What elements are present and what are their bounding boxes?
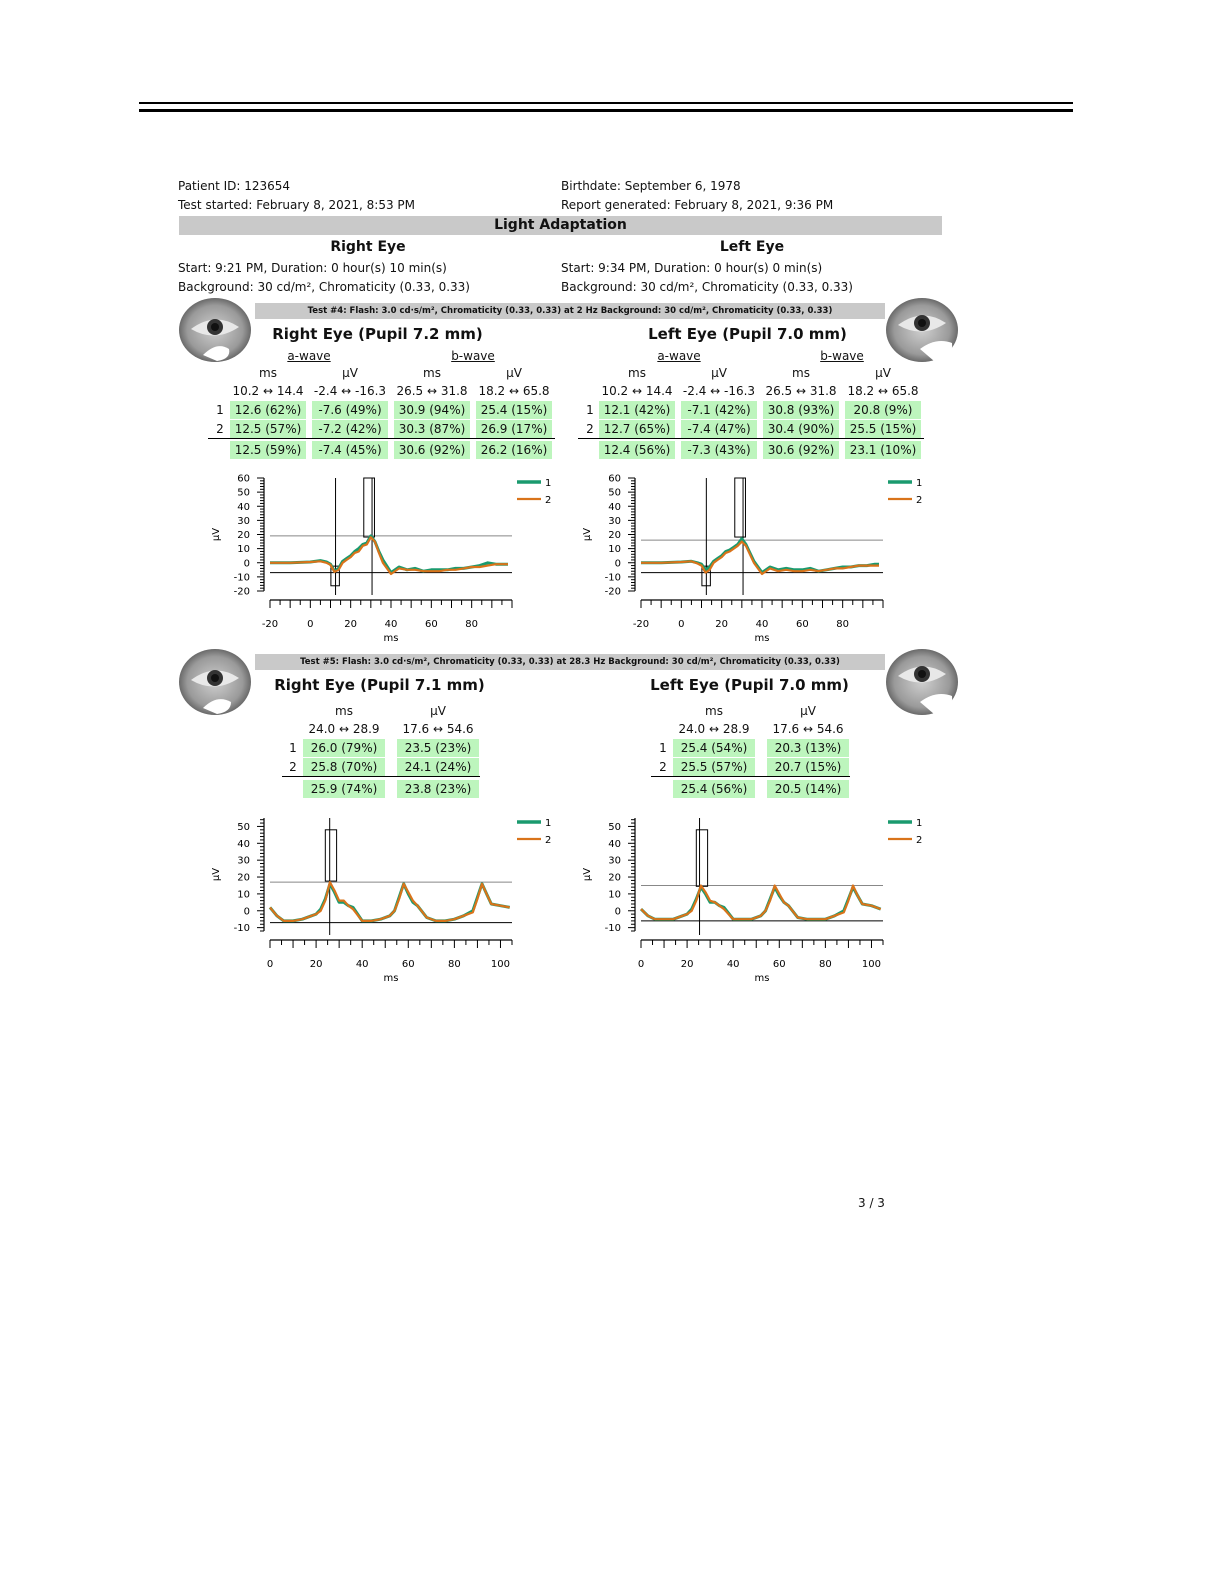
t5r-row-label: 2 xyxy=(289,760,297,774)
y-tick-label: 50 xyxy=(608,821,621,833)
test4-banner-text: Test #4: Flash: 3.0 cd·s/m², Chromaticity (0.33, 0.33) at 2 Hz Background: 30 cd/m², Chromaticity (0.33, 0.33) xyxy=(307,306,833,316)
legend-label-1: 1 xyxy=(545,478,552,489)
legend-label-2: 2 xyxy=(545,495,552,506)
test5-left-chart xyxy=(576,806,936,986)
x-tick-label: -20 xyxy=(261,619,279,630)
right-eye-start: Start: 9:21 PM, Duration: 0 hour(s) 10 min(s) xyxy=(178,261,447,275)
chart-group xyxy=(582,818,922,984)
t4r-cell: 30.3 (87%) xyxy=(394,420,470,438)
range-box xyxy=(325,830,336,881)
y-tick-label: 10 xyxy=(608,544,621,556)
y-axis-label: µV xyxy=(211,527,222,542)
t5l-range-0: 24.0 ↔ 28.9 xyxy=(678,722,750,736)
chart-group xyxy=(582,474,922,645)
legend-label-2: 2 xyxy=(916,495,923,506)
legend-label-2: 2 xyxy=(545,835,552,846)
t4r-cell: 26.9 (17%) xyxy=(476,420,552,438)
t4l-cell: -7.4 (47%) xyxy=(681,420,757,438)
t4l-unit-1: µV xyxy=(711,366,727,380)
patient-id: Patient ID: 123654 xyxy=(178,179,291,193)
t4l-avg: -7.3 (43%) xyxy=(681,441,757,459)
test4-right-chart xyxy=(205,466,565,646)
x-tick-label: 80 xyxy=(819,959,832,970)
t4l-a-wave: a-wave xyxy=(657,349,701,363)
t4l-cell: 30.4 (90%) xyxy=(763,420,839,438)
left-eye-title: Left Eye xyxy=(719,239,785,255)
t5r-unit-1: µV xyxy=(430,704,446,718)
test5-banner-text: Test #5: Flash: 3.0 cd·s/m², Chromaticity (0.33, 0.33) at 28.3 Hz Background: 30 cd/m², Chromaticity (0.33, 0.33) xyxy=(300,657,840,667)
report-generated: Report generated: February 8, 2021, 9:36 PM xyxy=(561,198,834,212)
y-axis-label: µV xyxy=(582,867,593,882)
t5l-row-label: 2 xyxy=(659,760,667,774)
t4r-cell: 30.9 (94%) xyxy=(394,401,470,419)
t4l-avg: 30.6 (92%) xyxy=(763,441,839,459)
y-tick-label: 20 xyxy=(237,872,250,884)
t4l-cell: 30.8 (93%) xyxy=(763,401,839,419)
legend-label-1: 1 xyxy=(916,478,923,489)
x-tick-label: -20 xyxy=(632,619,650,630)
x-tick-label: 20 xyxy=(344,619,358,630)
t4l-cell: 25.5 (15%) xyxy=(845,420,921,438)
t4r-range-0: 10.2 ↔ 14.4 xyxy=(232,384,304,398)
test-started: Test started: February 8, 2021, 8:53 PM xyxy=(178,198,416,212)
t4l-unit-3: µV xyxy=(875,366,891,380)
right-eye-photo xyxy=(177,297,253,363)
x-tick-label: 80 xyxy=(448,959,461,970)
t4l-cell: 20.8 (9%) xyxy=(845,401,921,419)
y-tick-label: -10 xyxy=(233,572,250,584)
t5l-range-1: 17.6 ↔ 54.6 xyxy=(772,722,844,736)
t4r-avg: 30.6 (92%) xyxy=(394,441,470,459)
left-eye-start: Start: 9:34 PM, Duration: 0 hour(s) 0 min(s) xyxy=(561,261,823,275)
page-number: 3 / 3 xyxy=(858,1196,885,1210)
t5r-range-0: 24.0 ↔ 28.9 xyxy=(308,722,380,736)
t4r-unit-3: µV xyxy=(506,366,522,380)
y-tick-label: 10 xyxy=(608,889,621,901)
t4l-avg: 23.1 (10%) xyxy=(845,441,921,459)
legend-label-2: 2 xyxy=(916,835,923,846)
t4l-row-label: 1 xyxy=(586,403,594,417)
t5r-row-label: 1 xyxy=(289,741,297,755)
t5l-divider xyxy=(651,776,850,777)
y-tick-label: 60 xyxy=(237,473,250,485)
x-axis-label: ms xyxy=(754,973,770,984)
t5r-range-1: 17.6 ↔ 54.6 xyxy=(402,722,474,736)
y-tick-label: 10 xyxy=(237,544,250,556)
t5l-cell: 20.3 (13%) xyxy=(767,739,849,757)
section-title: Light Adaptation xyxy=(494,217,627,233)
t4r-b-wave: b-wave xyxy=(451,349,495,363)
t5r-cell: 23.5 (23%) xyxy=(397,739,479,757)
series-line-2 xyxy=(641,886,881,920)
top-rule-1 xyxy=(139,102,1073,104)
t4r-cell: 25.4 (15%) xyxy=(476,401,552,419)
y-tick-label: -20 xyxy=(604,586,621,598)
y-tick-label: 0 xyxy=(614,906,621,918)
birthdate: Birthdate: September 6, 1978 xyxy=(561,179,741,193)
range-box xyxy=(735,478,746,537)
x-tick-label: 40 xyxy=(384,619,398,630)
y-tick-label: 50 xyxy=(237,487,250,499)
x-axis-label: ms xyxy=(383,633,399,644)
top-rule-2 xyxy=(139,109,1073,112)
x-tick-label: 0 xyxy=(678,619,685,630)
y-tick-label: 20 xyxy=(608,530,621,541)
left-eye-photo xyxy=(884,297,960,363)
t4l-avg: 12.4 (56%) xyxy=(599,441,675,459)
x-tick-label: 100 xyxy=(490,959,511,970)
t4r-cell: 12.6 (62%) xyxy=(230,401,306,419)
y-tick-label: 0 xyxy=(614,558,621,570)
series-line-2 xyxy=(270,882,510,921)
x-tick-label: 60 xyxy=(424,619,438,630)
right-eye-background: Background: 30 cd/m², Chromaticity (0.33, 0.33) xyxy=(178,280,470,294)
t4l-b-wave: b-wave xyxy=(820,349,864,363)
t4l-unit-2: ms xyxy=(792,366,810,380)
t4l-cell: 12.1 (42%) xyxy=(599,401,675,419)
x-tick-label: 60 xyxy=(772,959,786,970)
t4r-a-wave: a-wave xyxy=(287,349,331,363)
t4r-unit-1: µV xyxy=(342,366,358,380)
t5l-cell: 25.5 (57%) xyxy=(673,758,755,776)
x-tick-label: 100 xyxy=(861,959,882,970)
legend-label-1: 1 xyxy=(916,818,923,829)
test4-left-title: Left Eye (Pupil 7.0 mm) xyxy=(648,325,847,343)
t4r-range-2: 26.5 ↔ 31.8 xyxy=(396,384,468,398)
x-tick-label: 40 xyxy=(755,619,769,630)
t4r-cell: -7.6 (49%) xyxy=(312,401,388,419)
x-tick-label: 80 xyxy=(465,619,479,630)
t5l-cell: 25.4 (54%) xyxy=(673,739,755,757)
t5l-avg: 25.4 (56%) xyxy=(673,780,755,798)
x-tick-label: 60 xyxy=(401,959,415,970)
test4-left-chart xyxy=(576,466,936,646)
chart-group xyxy=(211,474,551,645)
y-tick-label: 40 xyxy=(608,501,621,513)
y-tick-label: 20 xyxy=(608,872,621,884)
t4r-divider xyxy=(208,438,555,439)
x-tick-label: 60 xyxy=(795,619,809,630)
test5-banner xyxy=(255,654,885,670)
y-tick-label: 0 xyxy=(243,906,250,918)
t5r-cell: 24.1 (24%) xyxy=(397,758,479,776)
t4r-avg: 26.2 (16%) xyxy=(476,441,552,459)
right-eye-title: Right Eye xyxy=(330,239,406,255)
x-tick-label: 80 xyxy=(836,619,850,630)
y-tick-label: -10 xyxy=(233,923,250,935)
range-box xyxy=(696,830,707,887)
x-axis-label: ms xyxy=(383,973,399,984)
t5l-unit-1: µV xyxy=(800,704,816,718)
x-tick-label: 0 xyxy=(637,959,645,970)
y-tick-label: 30 xyxy=(608,855,621,867)
x-tick-label: 20 xyxy=(680,959,694,970)
x-tick-label: 20 xyxy=(715,619,729,630)
x-tick-label: 0 xyxy=(266,959,274,970)
t4r-cell: -7.2 (42%) xyxy=(312,420,388,438)
y-tick-label: 50 xyxy=(237,821,250,833)
y-tick-label: 40 xyxy=(237,838,250,850)
t5l-cell: 20.7 (15%) xyxy=(767,758,849,776)
y-tick-label: 30 xyxy=(237,855,250,867)
t4l-range-2: 26.5 ↔ 31.8 xyxy=(765,384,837,398)
test5-right-title: Right Eye (Pupil 7.1 mm) xyxy=(274,676,485,694)
test5-left-title: Left Eye (Pupil 7.0 mm) xyxy=(650,676,849,694)
legend-label-1: 1 xyxy=(545,818,552,829)
t4r-unit-2: ms xyxy=(423,366,441,380)
y-tick-label: 60 xyxy=(608,473,621,485)
y-tick-label: 0 xyxy=(243,558,250,570)
t4l-unit-0: ms xyxy=(628,366,646,380)
t5r-unit-0: ms xyxy=(335,704,353,718)
y-tick-label: 30 xyxy=(608,515,621,527)
t4r-row-label: 2 xyxy=(216,422,224,436)
test4-right-title: Right Eye (Pupil 7.2 mm) xyxy=(272,325,483,343)
y-tick-label: -10 xyxy=(604,572,621,584)
y-axis-label: µV xyxy=(211,867,222,882)
t4r-unit-0: ms xyxy=(259,366,277,380)
t4l-divider xyxy=(578,438,924,439)
x-tick-label: 0 xyxy=(307,619,314,630)
t5l-unit-0: ms xyxy=(705,704,723,718)
t4l-cell: -7.1 (42%) xyxy=(681,401,757,419)
y-tick-label: 20 xyxy=(237,530,250,541)
t4r-range-1: -2.4 ↔ -16.3 xyxy=(313,384,387,398)
test4-banner xyxy=(255,303,885,319)
t5r-cell: 26.0 (79%) xyxy=(303,739,385,757)
t4r-cell: 12.5 (57%) xyxy=(230,420,306,438)
section-bar xyxy=(179,216,942,235)
x-axis-label: ms xyxy=(754,633,770,644)
t5l-row-label: 1 xyxy=(659,741,667,755)
range-box xyxy=(364,478,375,537)
left-eye-background: Background: 30 cd/m², Chromaticity (0.33, 0.33) xyxy=(561,280,853,294)
y-tick-label: 40 xyxy=(237,501,250,513)
right-eye-photo xyxy=(177,648,253,716)
t4r-avg: 12.5 (59%) xyxy=(230,441,306,459)
y-tick-label: 40 xyxy=(608,838,621,850)
chart-group xyxy=(211,818,551,984)
t5r-avg: 23.8 (23%) xyxy=(397,780,479,798)
test5-right-chart xyxy=(205,806,565,986)
t4l-range-0: 10.2 ↔ 14.4 xyxy=(601,384,673,398)
y-tick-label: -20 xyxy=(233,586,250,598)
y-tick-label: 30 xyxy=(237,515,250,527)
x-tick-label: 40 xyxy=(355,959,369,970)
t4r-row-label: 1 xyxy=(216,403,224,417)
t4l-range-1: -2.4 ↔ -16.3 xyxy=(682,384,756,398)
t5r-divider xyxy=(282,776,480,777)
t4r-avg: -7.4 (45%) xyxy=(312,441,388,459)
t4l-range-3: 18.2 ↔ 65.8 xyxy=(847,384,919,398)
y-axis-label: µV xyxy=(582,527,593,542)
left-eye-photo xyxy=(884,648,960,716)
t4l-row-label: 2 xyxy=(586,422,594,436)
y-tick-label: 50 xyxy=(608,487,621,499)
x-tick-label: 20 xyxy=(309,959,323,970)
t5l-avg: 20.5 (14%) xyxy=(767,780,849,798)
t5r-avg: 25.9 (74%) xyxy=(303,780,385,798)
y-tick-label: 10 xyxy=(237,889,250,901)
t4l-cell: 12.7 (65%) xyxy=(599,420,675,438)
x-tick-label: 40 xyxy=(726,959,740,970)
y-tick-label: -10 xyxy=(604,923,621,935)
t4r-range-3: 18.2 ↔ 65.8 xyxy=(478,384,550,398)
t5r-cell: 25.8 (70%) xyxy=(303,758,385,776)
